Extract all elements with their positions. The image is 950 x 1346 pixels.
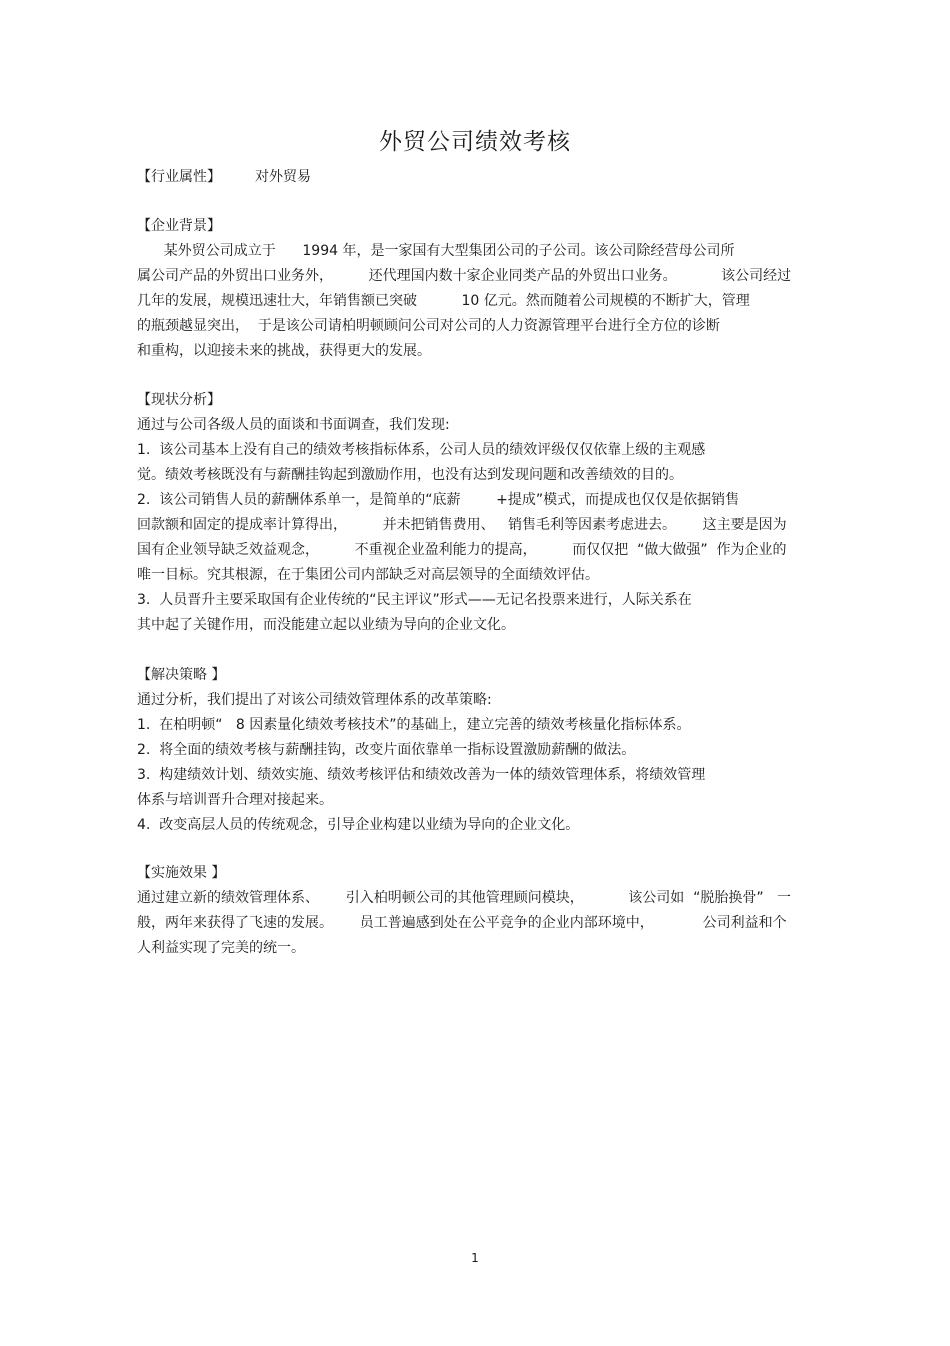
industry-label: 【行业属性】 [137, 169, 221, 185]
analysis-line: 1. 该公司基本上没有自己的绩效考核指标体系，公司人员的绩效评级仅仅依靠上级的主观感 [137, 442, 706, 458]
background-line: 某外贸公司成立于 1994 年，是一家国有大型集团公司的子公司。该公司除经营母公司所 [137, 243, 735, 259]
industry-value: 对外贸易 [255, 169, 311, 185]
strategy-line: 通过分析，我们提出了对该公司绩效管理体系的改革策略: [137, 692, 492, 708]
analysis-heading: 【现状分析】 [137, 392, 221, 408]
background-line: 几年的发展，规模迅速壮大，年销售额已突破 10 亿元。然而随着公司规模的不断扩大，管理 [137, 293, 750, 309]
strategy-line: 3. 构建绩效计划、绩效实施、绩效考核评估和绩效改善为一体的绩效管理体系，将绩效管理 [137, 767, 706, 783]
analysis-line: 2. 该公司销售人员的薪酬体系单一，是简单的“底薪 +提成”模式，而提成也仅仅是依据销售 [137, 492, 740, 508]
effect-line: 般，两年来获得了飞速的发展。 员工普遍感到处在公平竞争的企业内部环境中， 公司利益和个 [137, 915, 787, 931]
strategy-heading: 【解决策略 】 [137, 667, 226, 683]
document-title: 外贸公司绩效考核 [379, 129, 571, 155]
analysis-line: 国有企业领导缺乏效益观念， 不重视企业盈利能力的提高， 而仅仅把 “做大做强” 作为企业的 [137, 542, 787, 558]
strategy-line: 2. 将全面的绩效考核与薪酬挂钩，改变片面依靠单一指标设置激励薪酬的做法。 [137, 742, 636, 758]
page-number: 1 [471, 1251, 479, 1265]
strategy-line: 4. 改变高层人员的传统观念，引导企业构建以业绩为导向的企业文化。 [137, 817, 580, 833]
background-line: 属公司产品的外贸出口业务外， 还代理国内数十家企业同类产品的外贸出口业务。 该公司经过 [137, 268, 792, 284]
strategy-line: 体系与培训晋升合理对接起来。 [137, 792, 333, 808]
effect-line: 通过建立新的绩效管理体系、 引入柏明顿公司的其他管理顾问模块， 该公司如 “脱胎换骨” 一 [137, 890, 791, 906]
strategy-line: 1. 在柏明顿“ 8 因素量化绩效考核技术”的基础上，建立完善的绩效考核量化指标体系。 [137, 717, 691, 733]
background-line: 和重构，以迎接未来的挑战，获得更大的发展。 [137, 343, 431, 359]
analysis-line: 回款额和固定的提成率计算得出， 并未把销售费用、 销售毛利等因素考虑进去。 这主要是因为 [137, 517, 787, 533]
industry-row [137, 168, 311, 186]
analysis-line: 通过与公司各级人员的面谈和书面调查，我们发现: [137, 417, 450, 433]
background-heading: 【企业背景】 [137, 218, 221, 234]
effect-line: 人利益实现了完美的统一。 [137, 940, 305, 956]
effect-heading: 【实施效果 】 [137, 865, 226, 881]
analysis-line: 3. 人员晋升主要采取国有企业传统的“民主评议”形式——无记名投票来进行，人际关系在 [137, 592, 692, 608]
background-line: 的瓶颈越显突出， 于是该公司请柏明顿顾问公司对公司的人力资源管理平台进行全方位的诊断 [137, 318, 720, 334]
analysis-line: 唯一目标。究其根源，在于集团公司内部缺乏对高层领导的全面绩效评估。 [137, 567, 599, 583]
analysis-line: 其中起了关键作用，而没能建立起以业绩为导向的企业文化。 [137, 617, 515, 633]
analysis-line: 觉。绩效考核既没有与薪酬挂钩起到激励作用，也没有达到发现问题和改善绩效的目的。 [137, 467, 683, 483]
